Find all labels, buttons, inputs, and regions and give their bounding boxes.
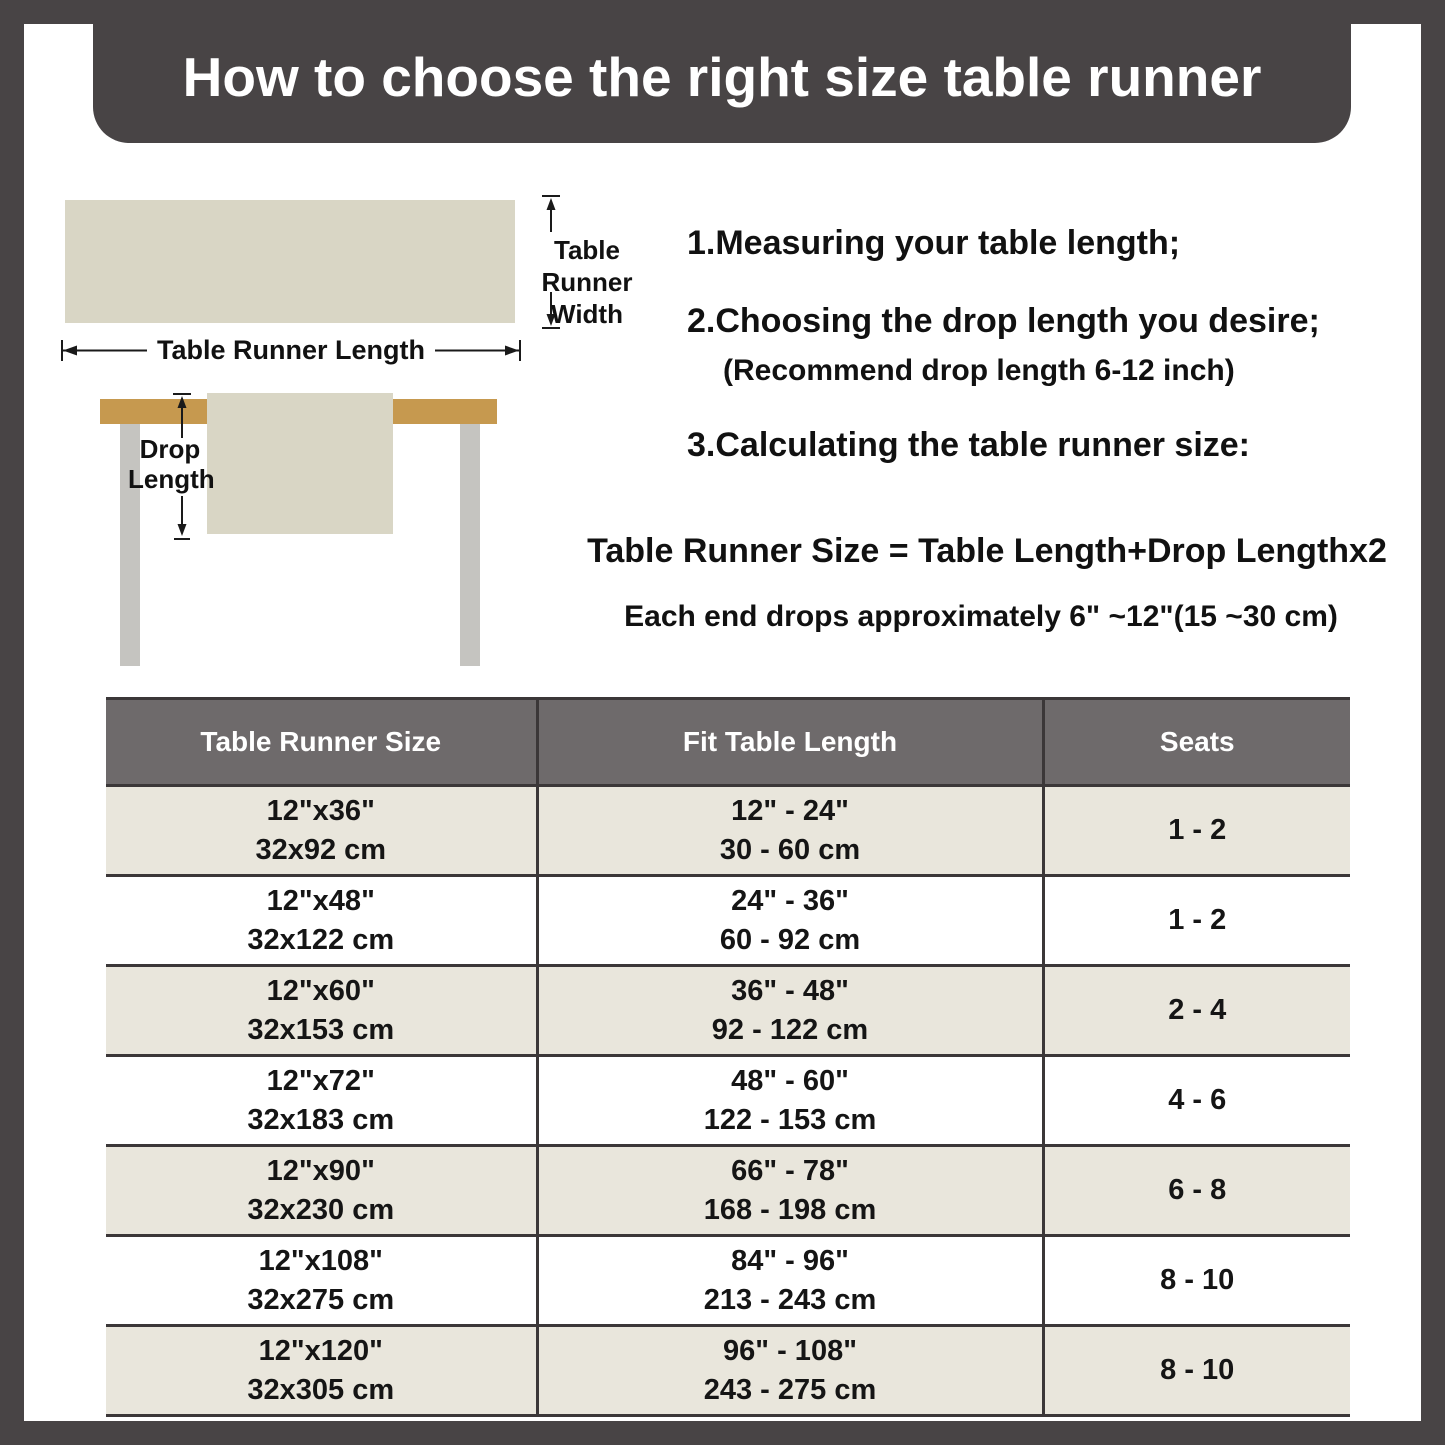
size-inches: 12"x48" (266, 884, 375, 917)
seats-cell: 1 - 2 (1043, 876, 1350, 966)
drop-label-line1: Drop (139, 434, 201, 464)
runner-size-cell (106, 1146, 537, 1236)
size-inches: 12"x60" (266, 974, 375, 1007)
size-inches: 12"x72" (266, 1064, 375, 1097)
fit-inches: 24" - 36" (731, 884, 849, 917)
fit-length-cell (537, 966, 1043, 1056)
fit-cm: 60 - 92 cm (719, 923, 861, 956)
table-runner-top-view (65, 200, 515, 323)
step-1: 1.Measuring your table length; (687, 224, 1181, 262)
col-header-runner-size: Table Runner Size (106, 699, 537, 786)
table-row (106, 966, 1350, 1056)
seats-cell: 6 - 8 (1043, 1146, 1350, 1236)
runner-size-cell (106, 786, 537, 876)
width-label-line2: Width (551, 299, 623, 329)
table-row (106, 1326, 1350, 1416)
length-label-text: Table Runner Length (147, 335, 435, 365)
drop-label (128, 434, 215, 494)
seats-cell: 2 - 4 (1043, 966, 1350, 1056)
fit-inches: 36" - 48" (731, 974, 849, 1007)
width-label (517, 234, 657, 330)
fit-inches: 96" - 108" (723, 1334, 857, 1367)
table-runner-side-view (207, 393, 393, 534)
fit-length-cell (537, 1326, 1043, 1416)
runner-size-cell (106, 876, 537, 966)
width-label-line1: Table Runner (541, 235, 633, 297)
fit-inches: 66" - 78" (731, 1154, 849, 1187)
fit-cm: 122 - 153 cm (703, 1103, 877, 1136)
fit-cm: 168 - 198 cm (703, 1193, 877, 1226)
seats-cell: 1 - 2 (1043, 786, 1350, 876)
step-2-note: (Recommend drop length 6-12 inch) (723, 354, 1235, 387)
drop-label-line2: Length (128, 464, 215, 494)
title-banner (93, 0, 1351, 143)
formula: Table Runner Size = Table Length+Drop Lengthx2 (587, 532, 1387, 570)
table-row (106, 876, 1350, 966)
seats-cell: 4 - 6 (1043, 1056, 1350, 1146)
fit-length-cell (537, 786, 1043, 876)
size-cm: 32x153 cm (247, 1013, 395, 1046)
size-cm: 32x92 cm (255, 833, 387, 866)
seats-cell: 8 - 10 (1043, 1236, 1350, 1326)
size-cm: 32x275 cm (247, 1283, 395, 1316)
fit-cm: 213 - 243 cm (703, 1283, 877, 1316)
fit-cm: 92 - 122 cm (711, 1013, 869, 1046)
size-cm: 32x230 cm (247, 1193, 395, 1226)
fit-length-cell (537, 1056, 1043, 1146)
col-header-seats: Seats (1043, 699, 1350, 786)
table-row (106, 1056, 1350, 1146)
fit-length-cell (537, 1236, 1043, 1326)
seats-cell: 8 - 10 (1043, 1326, 1350, 1416)
step-3: 3.Calculating the table runner size: (687, 426, 1251, 464)
runner-size-cell (106, 1056, 537, 1146)
formula-note: Each end drops approximately 6" ~12"(15 ~30 cm) (624, 600, 1338, 633)
fit-cm: 30 - 60 cm (719, 833, 861, 866)
fit-cm: 243 - 275 cm (703, 1373, 877, 1406)
page-title: How to choose the right size table runner (182, 45, 1262, 108)
size-table-header-row (106, 699, 1350, 786)
runner-size-cell (106, 1236, 537, 1326)
fit-inches: 12" - 24" (731, 794, 849, 827)
table-row (106, 786, 1350, 876)
size-cm: 32x183 cm (247, 1103, 395, 1136)
fit-length-cell (537, 1146, 1043, 1236)
table-row (106, 1236, 1350, 1326)
col-header-fit-length: Fit Table Length (537, 699, 1043, 786)
fit-length-cell (537, 876, 1043, 966)
table-row (106, 1146, 1350, 1236)
size-cm: 32x305 cm (247, 1373, 395, 1406)
size-inches: 12"x120" (258, 1334, 383, 1367)
step-2: 2.Choosing the drop length you desire; (687, 302, 1320, 340)
size-inches: 12"x36" (266, 794, 375, 827)
size-inches: 12"x90" (266, 1154, 375, 1187)
runner-size-cell (106, 1326, 537, 1416)
fit-inches: 48" - 60" (731, 1064, 849, 1097)
size-table (106, 697, 1350, 1417)
length-label (62, 337, 520, 364)
size-cm: 32x122 cm (247, 923, 395, 956)
size-inches: 12"x108" (258, 1244, 383, 1277)
runner-size-cell (106, 966, 537, 1056)
fit-inches: 84" - 96" (731, 1244, 849, 1277)
